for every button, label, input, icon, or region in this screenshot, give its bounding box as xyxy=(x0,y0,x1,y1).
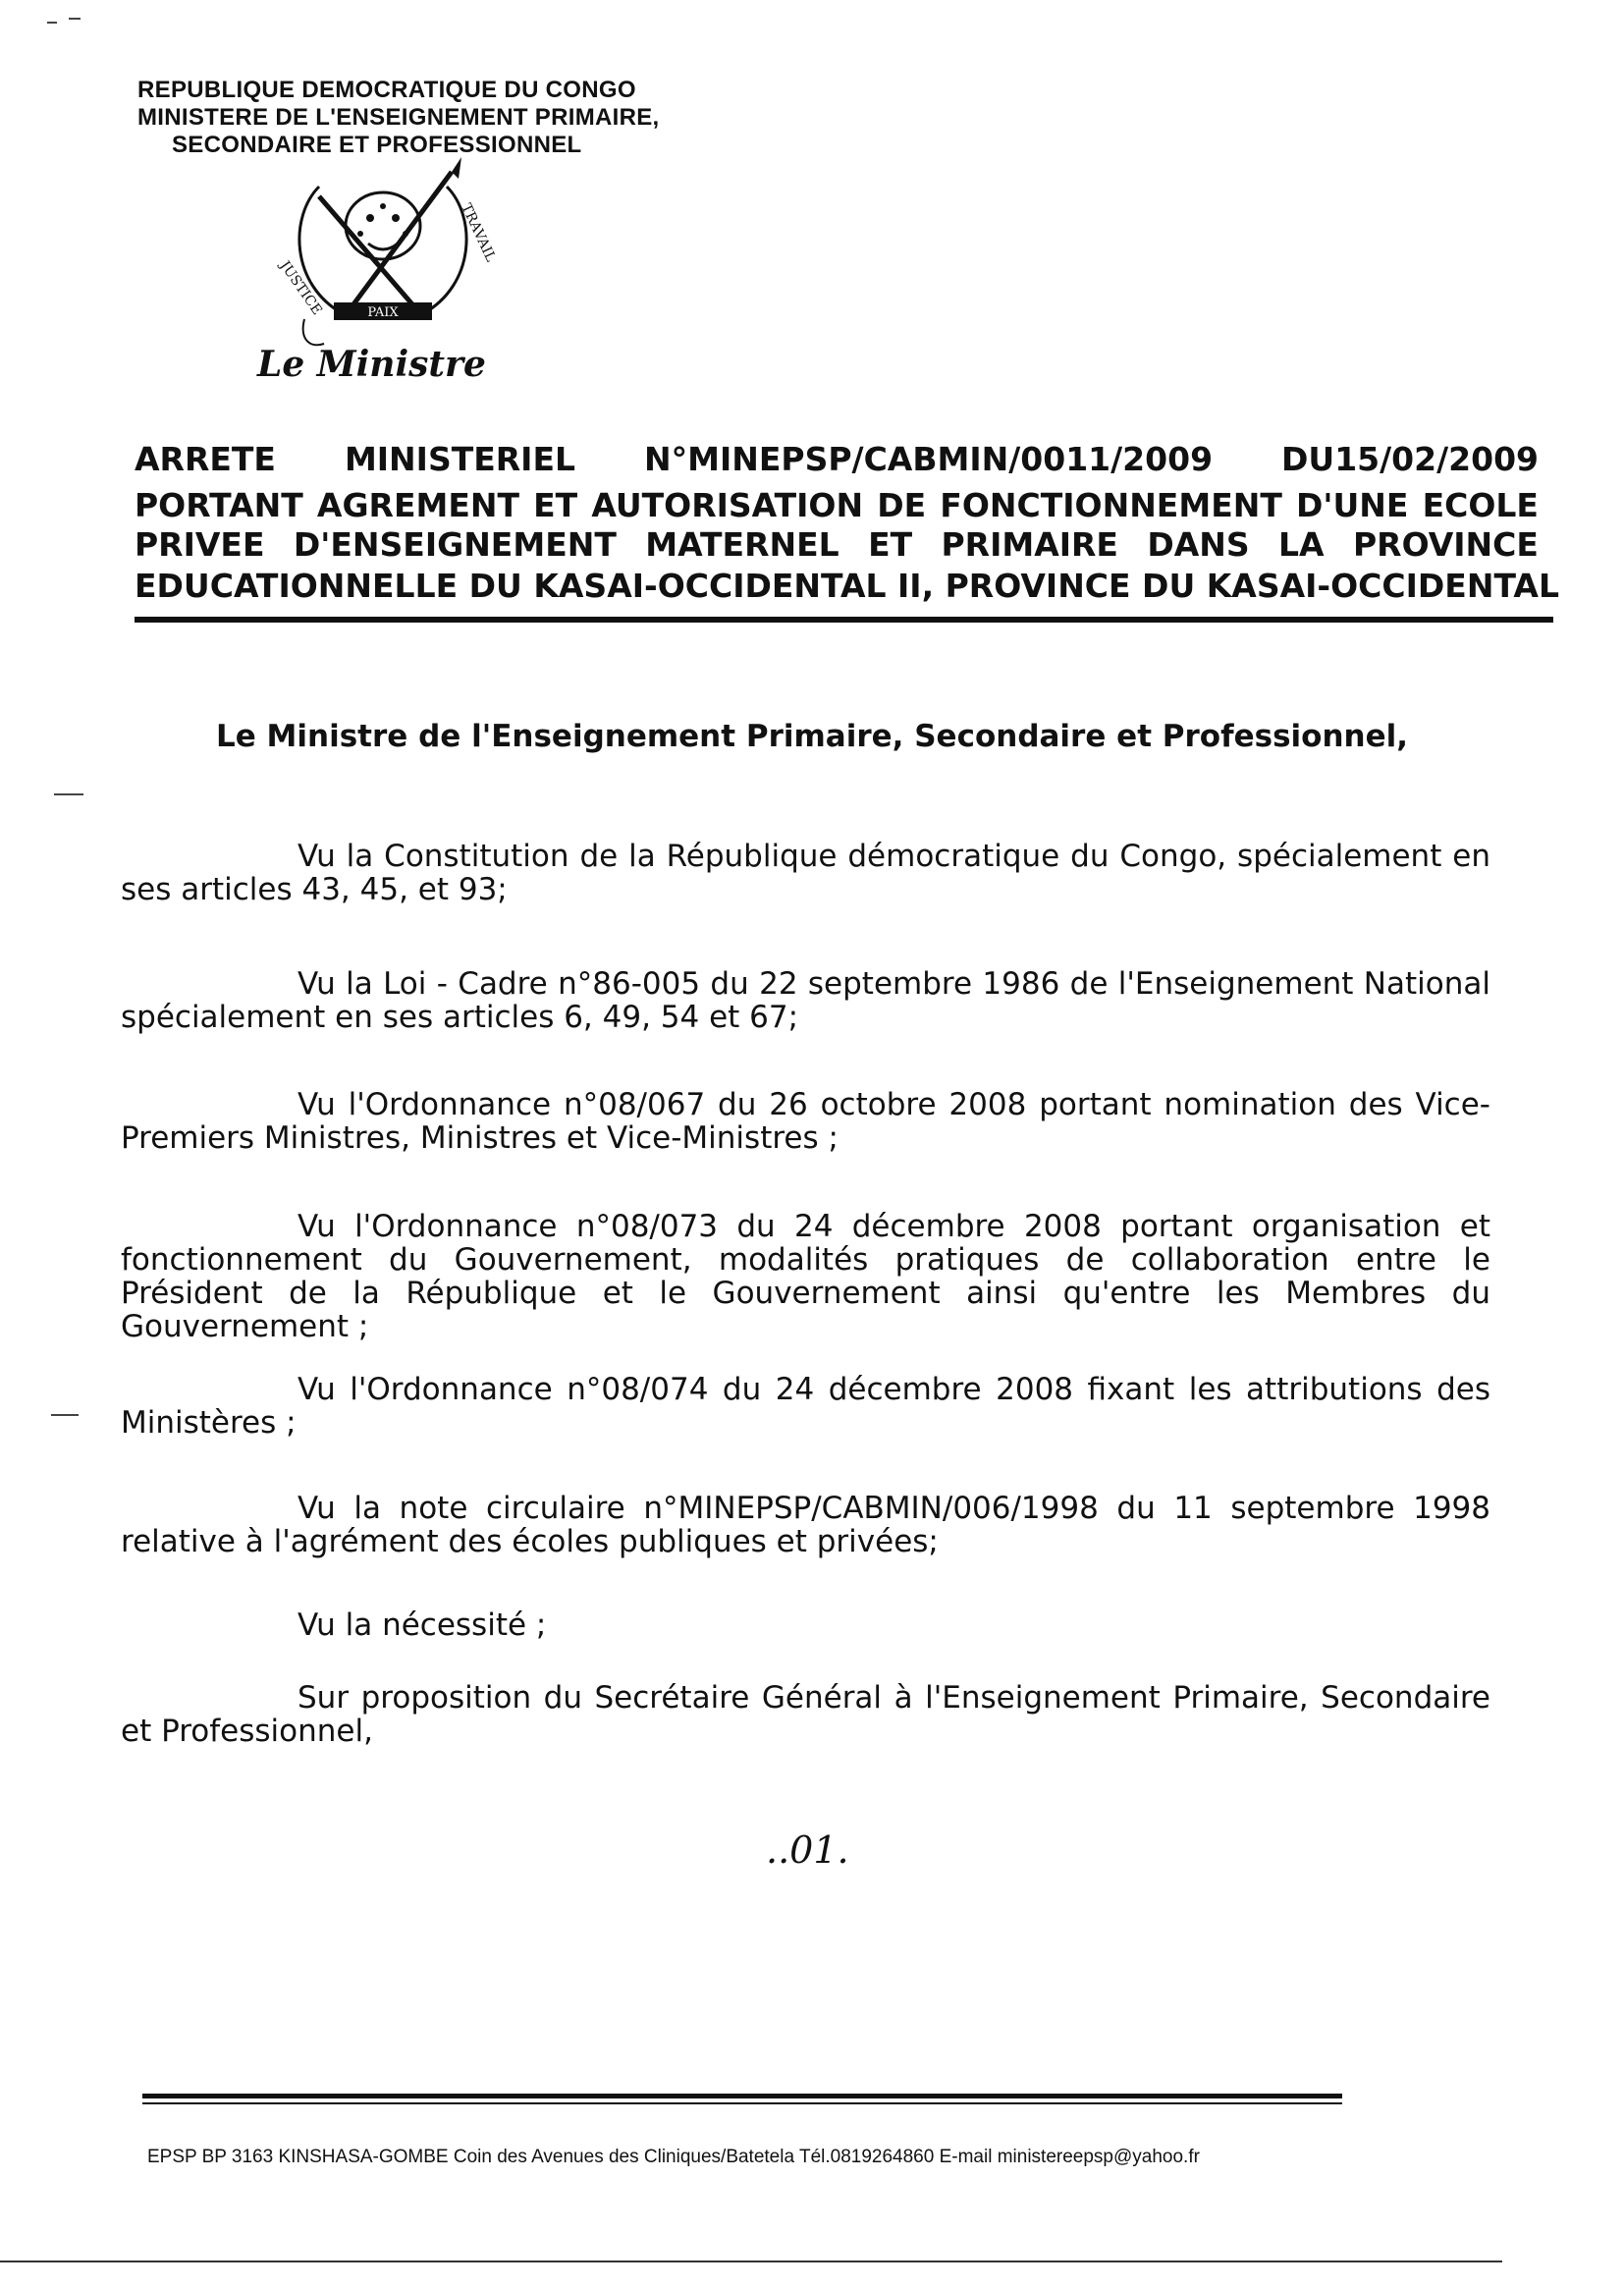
title-word: PRIMAIRE xyxy=(941,525,1118,564)
decree-date: DU15/02/2009 xyxy=(1281,440,1539,478)
minister-heading: Le Ministre de l'Enseignement Primaire, Secondaire et Professionnel, xyxy=(215,719,1409,754)
minister-signature: Le Ministre xyxy=(257,344,486,385)
title-word: ECOLE xyxy=(1422,486,1539,524)
title-word: D'ENSEIGNEMENT xyxy=(293,525,617,564)
considerant-note-circulaire: Vu la note circulaire n°MINEPSP/CABMIN/006/1998 du 11 septembre 1998 relative à l'agrément des écoles publiques et privées; xyxy=(121,1491,1490,1559)
decree-number: N°MINEPSP/CABMIN/0011/2009 xyxy=(644,440,1214,478)
title-word: PROVINCE xyxy=(1352,525,1539,564)
considerant-loi-cadre: Vu la Loi - Cadre n°86-005 du 22 septembre 1986 de l'Enseignement National spécialement en ses articles 6, 49, 54 et 67; xyxy=(121,966,1490,1035)
header-ministry-cont: SECONDAIRE ET PROFESSIONNEL xyxy=(172,132,582,158)
considerant-ordonnance-073: Vu l'Ordonnance n°08/073 du 24 décembre 2008 portant organisation et fonctionnement du Gouvernement, modalités pratiques de collaboration entre le Président de la République et le Gouvernement ainsi qu'entre les Membres du Gouvernement ; xyxy=(121,1209,1490,1344)
considerant-necessite: Vu la nécessité ; xyxy=(298,1607,547,1643)
title-word: LA xyxy=(1278,525,1325,564)
title-word: PORTANT xyxy=(135,486,303,524)
title-word: MATERNEL xyxy=(645,525,839,564)
title-word: DANS xyxy=(1147,525,1250,564)
scan-speck xyxy=(54,793,83,795)
page-bottom-edge xyxy=(0,2261,1502,2262)
footer-divider-thin xyxy=(142,2102,1342,2104)
title-word: ET xyxy=(868,525,913,564)
page-number: ..01. xyxy=(766,1828,849,1872)
considerant-ordonnance-067: Vu l'Ordonnance n°08/067 du 26 octobre 2008 portant nomination des Vice-Premiers Ministres, Ministres et Vice-Ministres ; xyxy=(121,1087,1490,1156)
title-line-3 xyxy=(135,525,1539,564)
considerant-ordonnance-074: Vu l'Ordonnance n°08/074 du 24 décembre 2008 fixant les attributions des Ministères ; xyxy=(121,1372,1490,1441)
scan-speck xyxy=(47,22,57,24)
title-line-2 xyxy=(135,486,1539,524)
footer-address: EPSP BP 3163 KINSHASA-GOMBE Coin des Avenues des Cliniques/Batetela Tél.0819264860 E-mail ministereepsp@yahoo.fr xyxy=(147,2147,1200,2167)
coat-of-arms-emblem-icon xyxy=(250,157,515,354)
title-word: ARRETE xyxy=(135,440,276,478)
header-country: REPUBLIQUE DEMOCRATIQUE DU CONGO xyxy=(137,77,636,103)
title-word: FONCTIONNEMENT xyxy=(940,486,1282,524)
title-word: AGREMENT xyxy=(316,486,520,524)
title-word: D'UNE xyxy=(1295,486,1409,524)
header-ministry: MINISTERE DE L'ENSEIGNEMENT PRIMAIRE, xyxy=(137,104,660,131)
title-divider xyxy=(135,617,1553,623)
footer-divider xyxy=(142,2094,1342,2098)
title-word: MINISTERIEL xyxy=(344,440,576,478)
considerant-constitution: Vu la Constitution de la République démocratique du Congo, spécialement en ses articles 43, 45, et 93; xyxy=(121,839,1490,907)
title-line-1 xyxy=(135,440,1539,478)
title-word: PRIVEE xyxy=(135,525,265,564)
title-word: AUTORISATION xyxy=(591,486,864,524)
motto-left: JUSTICE xyxy=(276,258,325,318)
motto-center: PAIX xyxy=(367,305,399,320)
scan-speck xyxy=(51,1414,79,1416)
title-word: ET xyxy=(533,486,578,524)
title-word: DE xyxy=(877,486,927,524)
title-line-4: EDUCATIONNELLE DU KASAI-OCCIDENTAL II, PROVINCE DU KASAI-OCCIDENTAL xyxy=(135,567,1559,605)
motto-right: TRAVAIL xyxy=(458,200,499,265)
considerant-proposition: Sur proposition du Secrétaire Général à l'Enseignement Primaire, Secondaire et Professionnel, xyxy=(121,1680,1490,1749)
scan-speck xyxy=(69,18,81,20)
